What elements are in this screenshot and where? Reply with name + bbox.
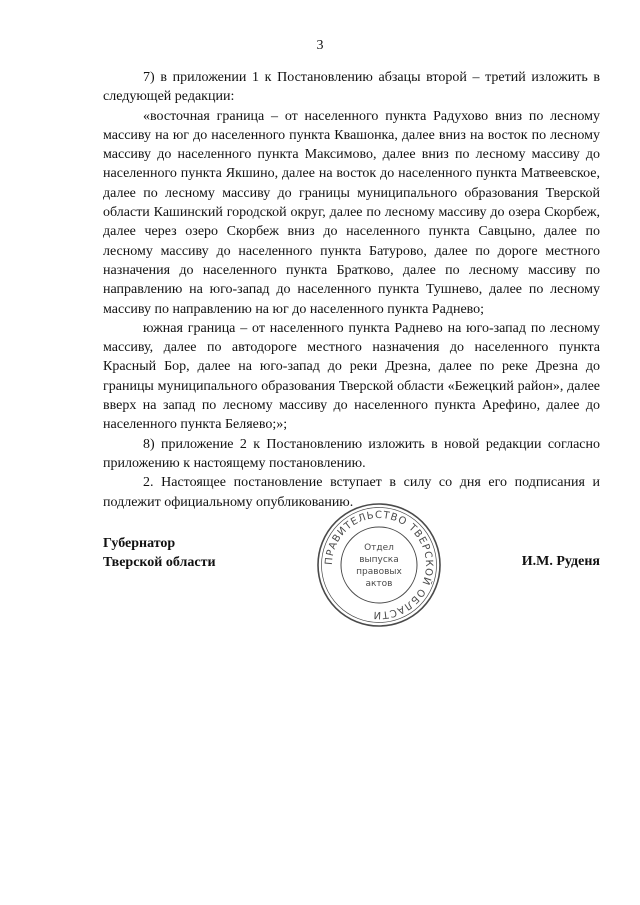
paragraph-item-7: 7) в приложении 1 к Постановлению абзацы второй – третий изложить в следующей редакции: [103,70,600,105]
seal-outer-ring [318,504,440,626]
signatory-title [103,534,216,572]
seal-outer-inner-ring [322,508,437,623]
seal-center-line-4: актов [365,579,393,589]
paragraph-item-8: 8) приложение 2 к Постановлению изложить в новой редакции согласно приложению к настоящему постановлению. [103,436,600,471]
seal-inner-ring [341,527,417,603]
seal-ring-text: ПРАВИТЕЛЬСТВО ТВЕРСКОЙ ОБЛАСТИ [323,509,435,621]
signatory-title-line1: Губернатор [103,536,176,551]
seal-center-line-1: Отдел [364,543,394,553]
official-seal [316,502,442,628]
signatory-title-line2: Тверской области [103,555,216,570]
signatory-name: И.М. Руденя [521,554,600,569]
paragraph-south-border: южная граница – от населенного пункта Раднево на юго-запад по лесному массиву, далее по автодороге местного назначения до населенного пункта Красный Бор, далее на юго-запад до реки Дрезна, далее по реке Дрезна до границы муниципального образования Тверской области «Бежецкий район», далее вверх на запад по лесному массиву до населенного пункта Арефино, далее до населенного пункта Беляево;»; [103,320,600,433]
seal-center-line-3: правовых [356,567,402,577]
decree-body [103,68,600,512]
paragraph-east-border: «восточная граница – от населенного пункта Радухово вниз по лесному массиву на юг до населенного пункта Квашонка, далее вниз на восток по лесному массиву до населенного пункта Максимово, далее вниз по лесному массиву до населенного пункта Якшино, далее на восток до населенного пункта Матвеевское, далее по лесному массиву до границы муниципального образования Тверской области Кашинский городской округ, далее по лесному массиву до озера Скорбеж, далее через озеро Скорбеж вниз до населенного пункта Савцыно, далее по лесному массиву до населенного пункта Батурово, далее по дороге местного назначения до населенного пункта Братково, далее по лесному массиву по направлению на юго-запад до населенного пункта Тушнево, далее по лесному массиву по направлению на юг до населенного пункта Раднево; [103,108,600,317]
paragraph-effective-date: 2. Настоящее постановление вступает в силу со дня его подписания и подлежит официальному опубликованию. [103,475,600,510]
seal-center-line-2: выпуска [359,555,399,565]
page-number: 3 [316,38,324,53]
